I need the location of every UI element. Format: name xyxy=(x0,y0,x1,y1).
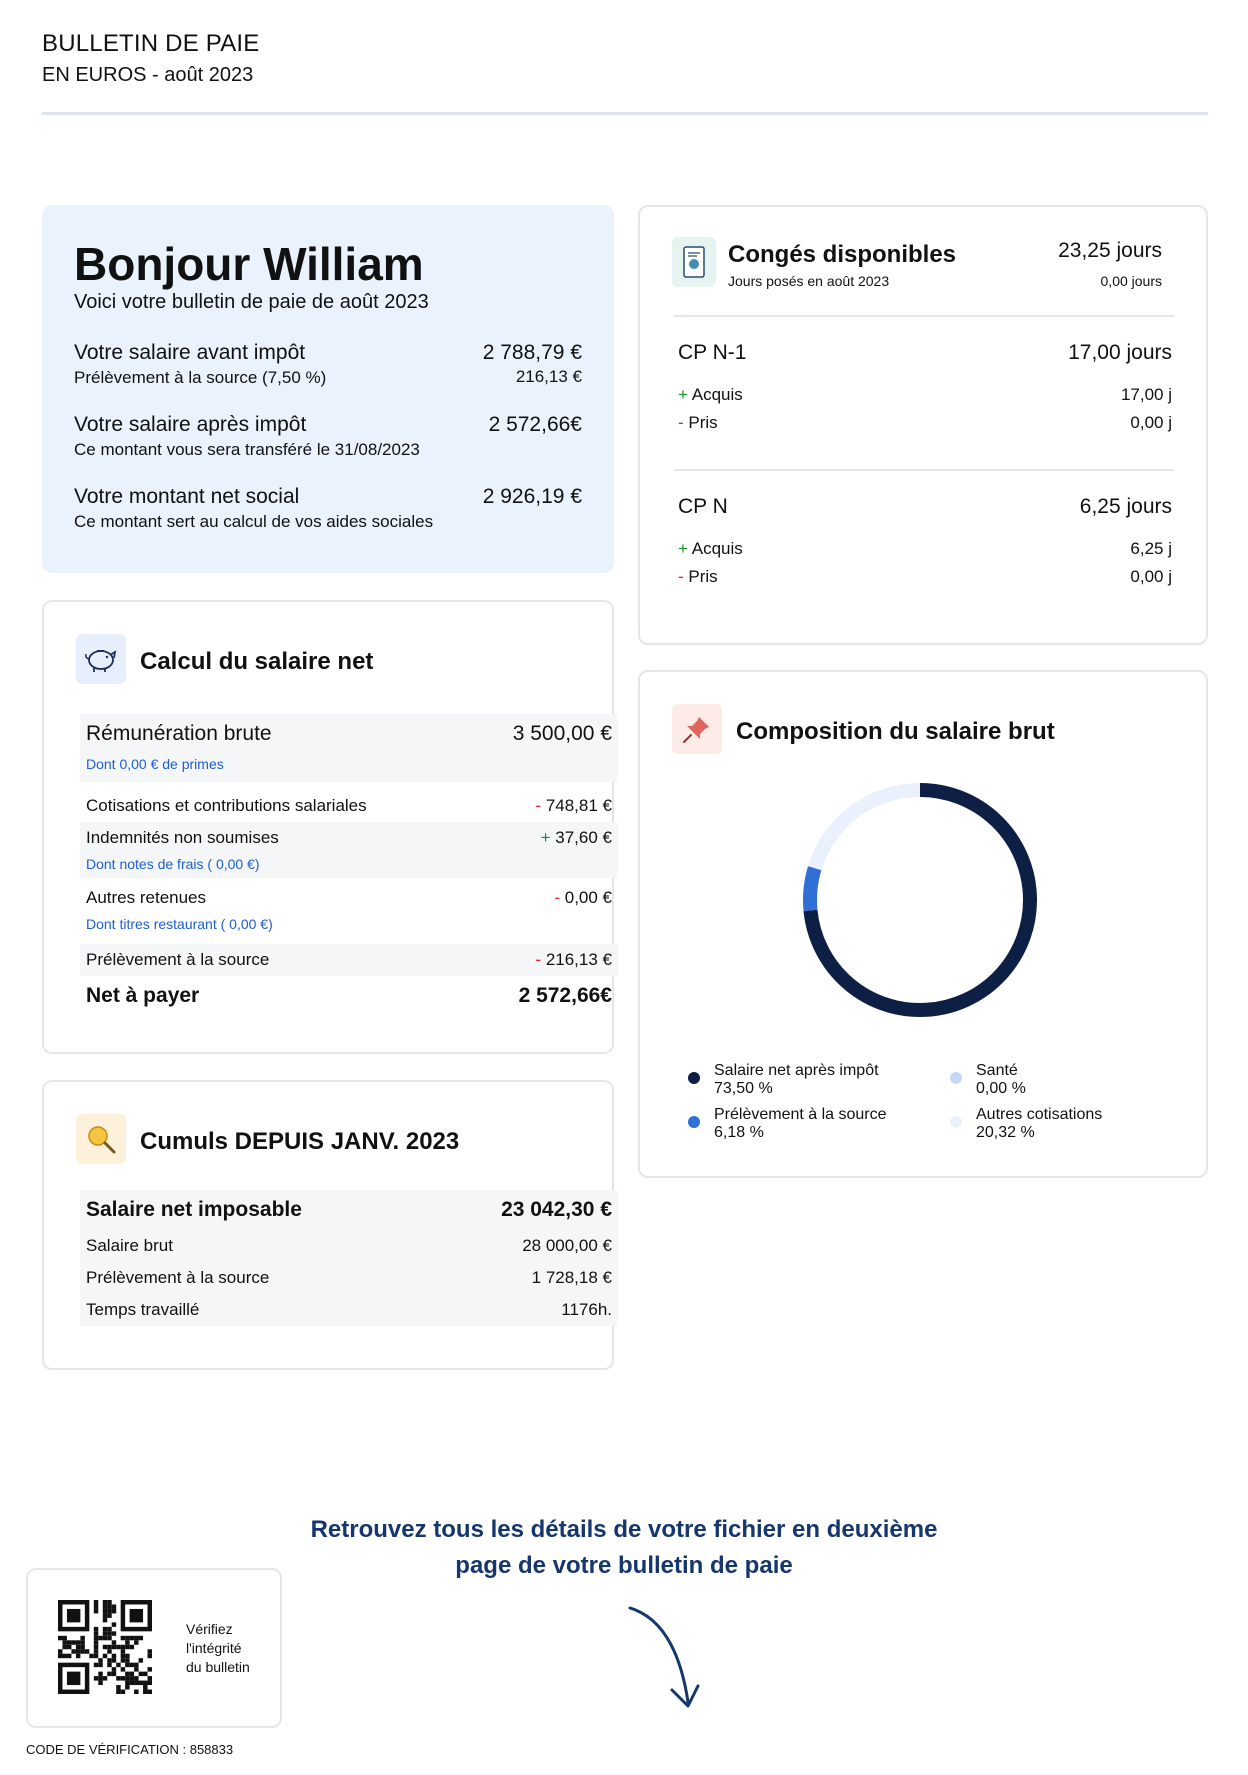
leave-card xyxy=(638,205,1208,645)
net-salary-title: Calcul du salaire net xyxy=(140,648,374,675)
table-row: Temps travaillé 1176h. xyxy=(80,1294,618,1326)
slice-other xyxy=(815,790,920,868)
legend-health: Santé 0,00 % xyxy=(976,1062,1026,1097)
composition-title: Composition du salaire brut xyxy=(736,718,1055,745)
table-row: Autres retenues - 0,00 € Dont titres restaurant ( 0,00 €) xyxy=(86,888,612,932)
table-row: Prélèvement à la source 1 728,18 € xyxy=(80,1262,618,1294)
pushpin-icon xyxy=(672,704,722,754)
legend-dot-withholding xyxy=(688,1116,700,1128)
cp-n1-block: CP N-1 17,00 jours + Acquis 17,00 j - Pris 0,00 j xyxy=(678,341,1172,432)
document-title: BULLETIN DE PAIE xyxy=(42,30,260,57)
legend-dot-net xyxy=(688,1072,700,1084)
legend-dot-other xyxy=(950,1116,962,1128)
table-row: Salaire net imposable 23 042,30 € xyxy=(80,1190,618,1230)
cumuls-title: Cumuls DEPUIS JANV. 2023 xyxy=(140,1128,460,1155)
verification-card xyxy=(26,1568,282,1728)
header-divider xyxy=(42,112,1208,115)
leave-taken-total: 0,00 jours xyxy=(1100,273,1162,289)
passport-icon xyxy=(672,237,716,287)
legend-net: Salaire net après impôt 73,50 % xyxy=(714,1062,879,1097)
cp-n-block: CP N 6,25 jours + Acquis 6,25 j - Pris 0,00 j xyxy=(678,495,1172,586)
table-row: Indemnités non soumises + 37,60 € Dont notes de frais ( 0,00 €) xyxy=(80,822,618,878)
piggy-bank-icon xyxy=(76,634,126,684)
leave-title: Congés disponibles xyxy=(728,241,957,268)
summary-intro: Voici votre bulletin de paie de août 2023 xyxy=(74,291,429,313)
salary-before-tax: Votre salaire avant impôt 2 788,79 € Prélèvement à la source (7,50 %) 216,13 € xyxy=(74,341,582,387)
magnifier-icon xyxy=(76,1114,126,1164)
table-row: Salaire brut 28 000,00 € xyxy=(80,1230,618,1262)
net-salary-card xyxy=(42,600,614,1054)
table-row: Rémunération brute 3 500,00 € Dont 0,00 € de primes xyxy=(80,714,618,782)
leave-subtitle: Jours posés en août 2023 xyxy=(728,273,890,289)
legend-dot-health xyxy=(950,1072,962,1084)
leave-total: 23,25 jours xyxy=(1058,239,1162,262)
net-salary-table xyxy=(80,714,618,1014)
salary-after-tax: Votre salaire après impôt 2 572,66€ Ce montant vous sera transféré le 31/08/2023 xyxy=(74,413,582,459)
cumuls-card xyxy=(42,1080,614,1370)
verify-text: Vérifiez l'intégrité du bulletin xyxy=(186,1621,250,1675)
footer-message: Retrouvez tous les détails de votre fichier en deuxième page de votre bulletin de paie xyxy=(310,1516,938,1579)
greeting: Bonjour William xyxy=(74,238,424,290)
net-to-pay-row: Net à payer 2 572,66€ xyxy=(86,984,612,1007)
composition-donut-chart xyxy=(790,770,1050,1030)
document-header xyxy=(42,30,260,87)
legend-other: Autres cotisations 20,32 % xyxy=(976,1106,1103,1141)
cumuls-table xyxy=(80,1190,618,1326)
slice-withholding xyxy=(810,868,815,910)
arrow-down-icon xyxy=(618,1602,708,1722)
qr-code-icon[interactable] xyxy=(58,1600,152,1694)
divider xyxy=(674,469,1174,471)
composition-card xyxy=(638,670,1208,1178)
verification-code: CODE DE VÉRIFICATION : 858833 xyxy=(26,1742,234,1757)
divider xyxy=(674,315,1174,317)
table-row: Cotisations et contributions salariales - 748,81 € xyxy=(86,796,612,815)
summary-card xyxy=(42,205,614,573)
net-social-amount: Votre montant net social 2 926,19 € Ce montant sert au calcul de vos aides sociales xyxy=(74,485,582,531)
table-row: Prélèvement à la source - 216,13 € xyxy=(80,944,618,976)
legend-withholding: Prélèvement à la source 6,18 % xyxy=(714,1106,887,1141)
document-subtitle: EN EUROS - août 2023 xyxy=(42,64,254,86)
